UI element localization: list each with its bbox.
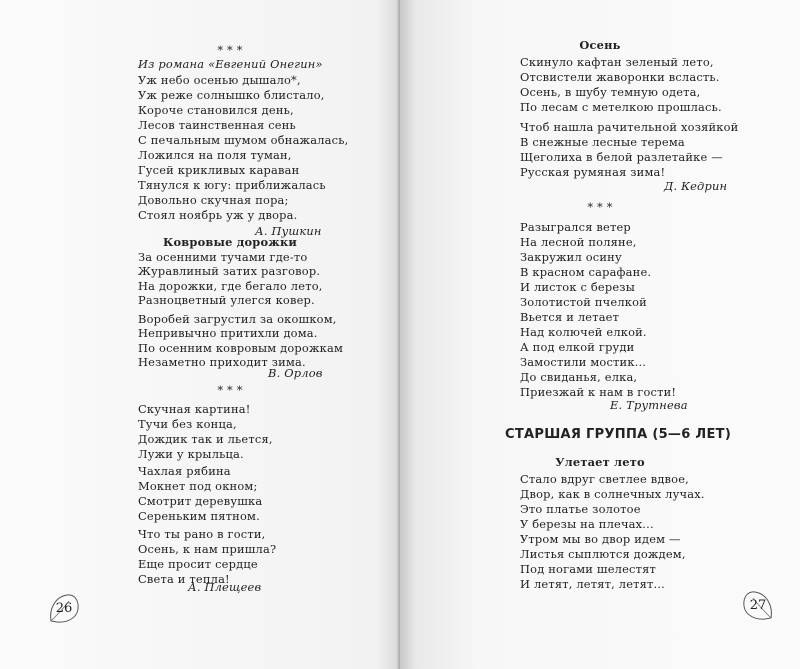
- poem-line: Разыгрался ветер: [520, 220, 631, 234]
- right-page: [400, 0, 800, 669]
- poem-line: У березы на плечах...: [520, 517, 654, 531]
- poem-line: Гусей крикливых караван: [138, 163, 300, 177]
- poem-line: Замостили мостик...: [520, 355, 647, 369]
- poem-line: Незаметно приходит зима.: [138, 355, 306, 369]
- poem-line: Закружил осину: [520, 250, 622, 264]
- poem-line: Скинуло кафтан зеленый лето,: [520, 55, 714, 69]
- poem-line: В красном сарафане.: [520, 265, 652, 279]
- poem-line: В снежные лесные терема: [520, 135, 685, 149]
- poem-author: В. Орлов: [268, 366, 323, 380]
- poem-line: На дорожки, где бегало лето,: [138, 279, 323, 293]
- poem-line: Чахлая рябина: [138, 464, 231, 478]
- poem-line: Довольно скучная пора;: [138, 193, 289, 207]
- poem-line: Что ты рано в гости,: [138, 527, 266, 541]
- poem-line: Золотистой пчелкой: [520, 295, 647, 309]
- poem-line: Двор, как в солнечных лучах.: [520, 487, 705, 501]
- stars-divider: * * *: [217, 383, 243, 397]
- page-number: 27: [744, 593, 772, 619]
- poem-line: По лесам с метелкою прошлась.: [520, 100, 722, 114]
- poem-line: Уж небо осенью дышало*,: [138, 73, 301, 87]
- poem-line: Ложился на поля туман,: [138, 148, 292, 162]
- poem-line: Под ногами шелестят: [520, 562, 656, 576]
- stars-divider: * * *: [587, 200, 613, 214]
- poem-line: Непривычно притихли дома.: [138, 326, 318, 340]
- poem-line: Стоял ноябрь уж у двора.: [138, 208, 298, 222]
- poem-author: Д. Кедрин: [664, 179, 728, 193]
- poem-line: Приезжай к нам в гости!: [520, 385, 677, 399]
- poem-line: За осенними тучами где-то: [138, 250, 308, 264]
- poem-line: Отсвистели жаворонки всласть.: [520, 70, 720, 84]
- poem-line: Листья сыплются дождем,: [520, 547, 686, 561]
- poem-line: Разноцветный улегся ковер.: [138, 293, 315, 307]
- poem-source: Из романа «Евгений Онегин»: [138, 57, 323, 71]
- poem-line: Скучная картина!: [138, 402, 251, 416]
- poem-line: И летят, летят, летят...: [520, 577, 665, 591]
- page-number: 26: [50, 596, 78, 622]
- poem-title: Улетает лето: [555, 455, 645, 469]
- poem-line: Тянулся к югу: приближалась: [138, 178, 326, 192]
- poem-line: С печальным шумом обнажалась,: [138, 133, 349, 147]
- poem-line: Лужи у крыльца.: [138, 447, 244, 461]
- poem-line: И листок с березы: [520, 280, 635, 294]
- poem-line: Уж реже солнышко блистало,: [138, 88, 325, 102]
- poem-line: Мокнет под окном;: [138, 479, 258, 493]
- poem-line: Сереньким пятном.: [138, 509, 260, 523]
- poem-line: Чтоб нашла рачительной хозяйкой: [520, 120, 739, 134]
- poem-title: Осень: [579, 38, 621, 52]
- poem-line: Осень, к нам пришла?: [138, 542, 277, 556]
- poem-author: А. Плещеев: [188, 580, 262, 594]
- poem-title: Ковровые дорожки: [162, 235, 298, 249]
- poem-line: Света и тепла!: [138, 572, 230, 586]
- poem-line: По осенним ковровым дорожкам: [138, 341, 344, 355]
- poem-line: Воробей загрустил за окошком,: [138, 312, 337, 326]
- poem-line: А под елкой груди: [520, 340, 635, 354]
- poem-line: Тучи без конца,: [138, 417, 237, 431]
- poem-line: Щеголиха в белой разлетайке —: [520, 150, 723, 164]
- poem-line: Русская румяная зима!: [520, 165, 666, 179]
- poem-line: Короче становился день,: [138, 103, 294, 117]
- poem-line: Над колючей елкой.: [520, 325, 647, 339]
- poem-line: Еще просит сердце: [138, 557, 258, 571]
- poem-line: Дождик так и льется,: [138, 432, 273, 446]
- poem-line: На лесной поляне,: [520, 235, 637, 249]
- section-heading: СТАРШАЯ ГРУППА (5—6 ЛЕТ): [505, 427, 732, 442]
- poem-author: Е. Трутнева: [610, 398, 688, 412]
- poem-line: Осень, в шубу темную одета,: [520, 85, 701, 99]
- poem-line: Журавлиный затих разговор.: [138, 264, 321, 278]
- poem-line: Это платье золотое: [520, 502, 641, 516]
- poem-line: Вьется и летает: [520, 310, 620, 324]
- poem-line: Смотрит деревушка: [138, 494, 263, 508]
- poem-line: Стало вдруг светлее вдвое,: [520, 472, 689, 486]
- stars-divider: * * *: [217, 43, 243, 57]
- poem-author: А. Пушкин: [255, 224, 322, 238]
- poem-line: Лесов таинственная сень: [138, 118, 296, 132]
- poem-line: До свиданья, елка,: [520, 370, 638, 384]
- poem-line: Утром мы во двор идем —: [520, 532, 681, 546]
